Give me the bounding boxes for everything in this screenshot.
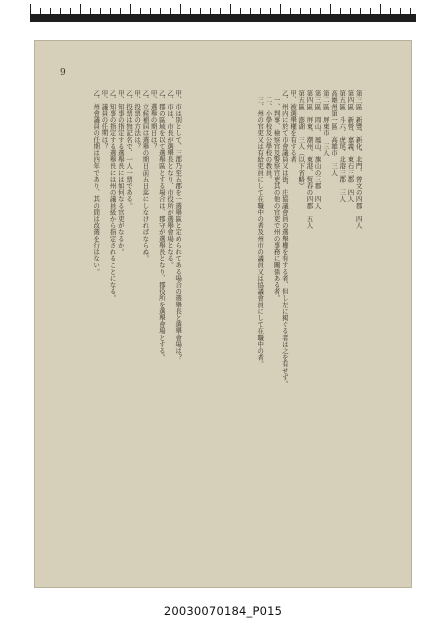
page-number: 9 <box>60 68 66 78</box>
text-column-left: 甲、市は別として、三郡乃至五郡を一選舉區と定められてある場合の選舉長と選舉會場は？ 乙、市は、市長が選舉長となり、市役所が選舉會場となる。 乙、郡の區域を以て選舉區とする場合は、郡守が選舉長となり、郡役所を選舉會場とする。 甲、選舉の期日は？ 乙、立候補屆は選舉の期日前五日迄にしなければならぬ。 甲、投票の方法は？ 乙、投票は無記名で、一人一票である。 甲、知事の指定する選舉長には如何なる官吏がなるか。 乙、知事の指定する選舉長には州の議員級から指定されることになる。 甲、議員の任期は？ 乙、州會議員の任期は四年であり、其の間は改選を行はない。 <box>92 90 183 361</box>
scale-ruler <box>30 14 416 22</box>
text-columns <box>92 90 412 590</box>
document-page <box>34 40 412 588</box>
text-column-right: 第三區 新豐、新化、北門、曾文の四郡 四人 第四區 新營、嘉義、東石三郡 四人 第五區 斗六、虎尾、北港三郡 三人 高雄州第一區 高雄市 三人 第二區 屏東市 三人 第三區 岡山、鳳山、旗山の三郡 四人 第四區 屏東、潮州、東港、恆春の四郡 五人 第五區 澎湖 三人（以下省略） 甲、被選舉權を有する者 乙、州内に於て市會議員又は街、庄協議會員の選舉權を有する者、但し左に掲ぐる者は之を有せず。 一、判事、檢察官及警察官吏其の他の官吏で州の事務に關係ある者。 二、小學校及公學校の教員。 三、州の官吏又は有給吏員にして在職中の者及州市の議員又は協議會員にして在職中の者。 <box>256 90 363 387</box>
image-caption: 20030070184_P015 <box>163 604 283 618</box>
